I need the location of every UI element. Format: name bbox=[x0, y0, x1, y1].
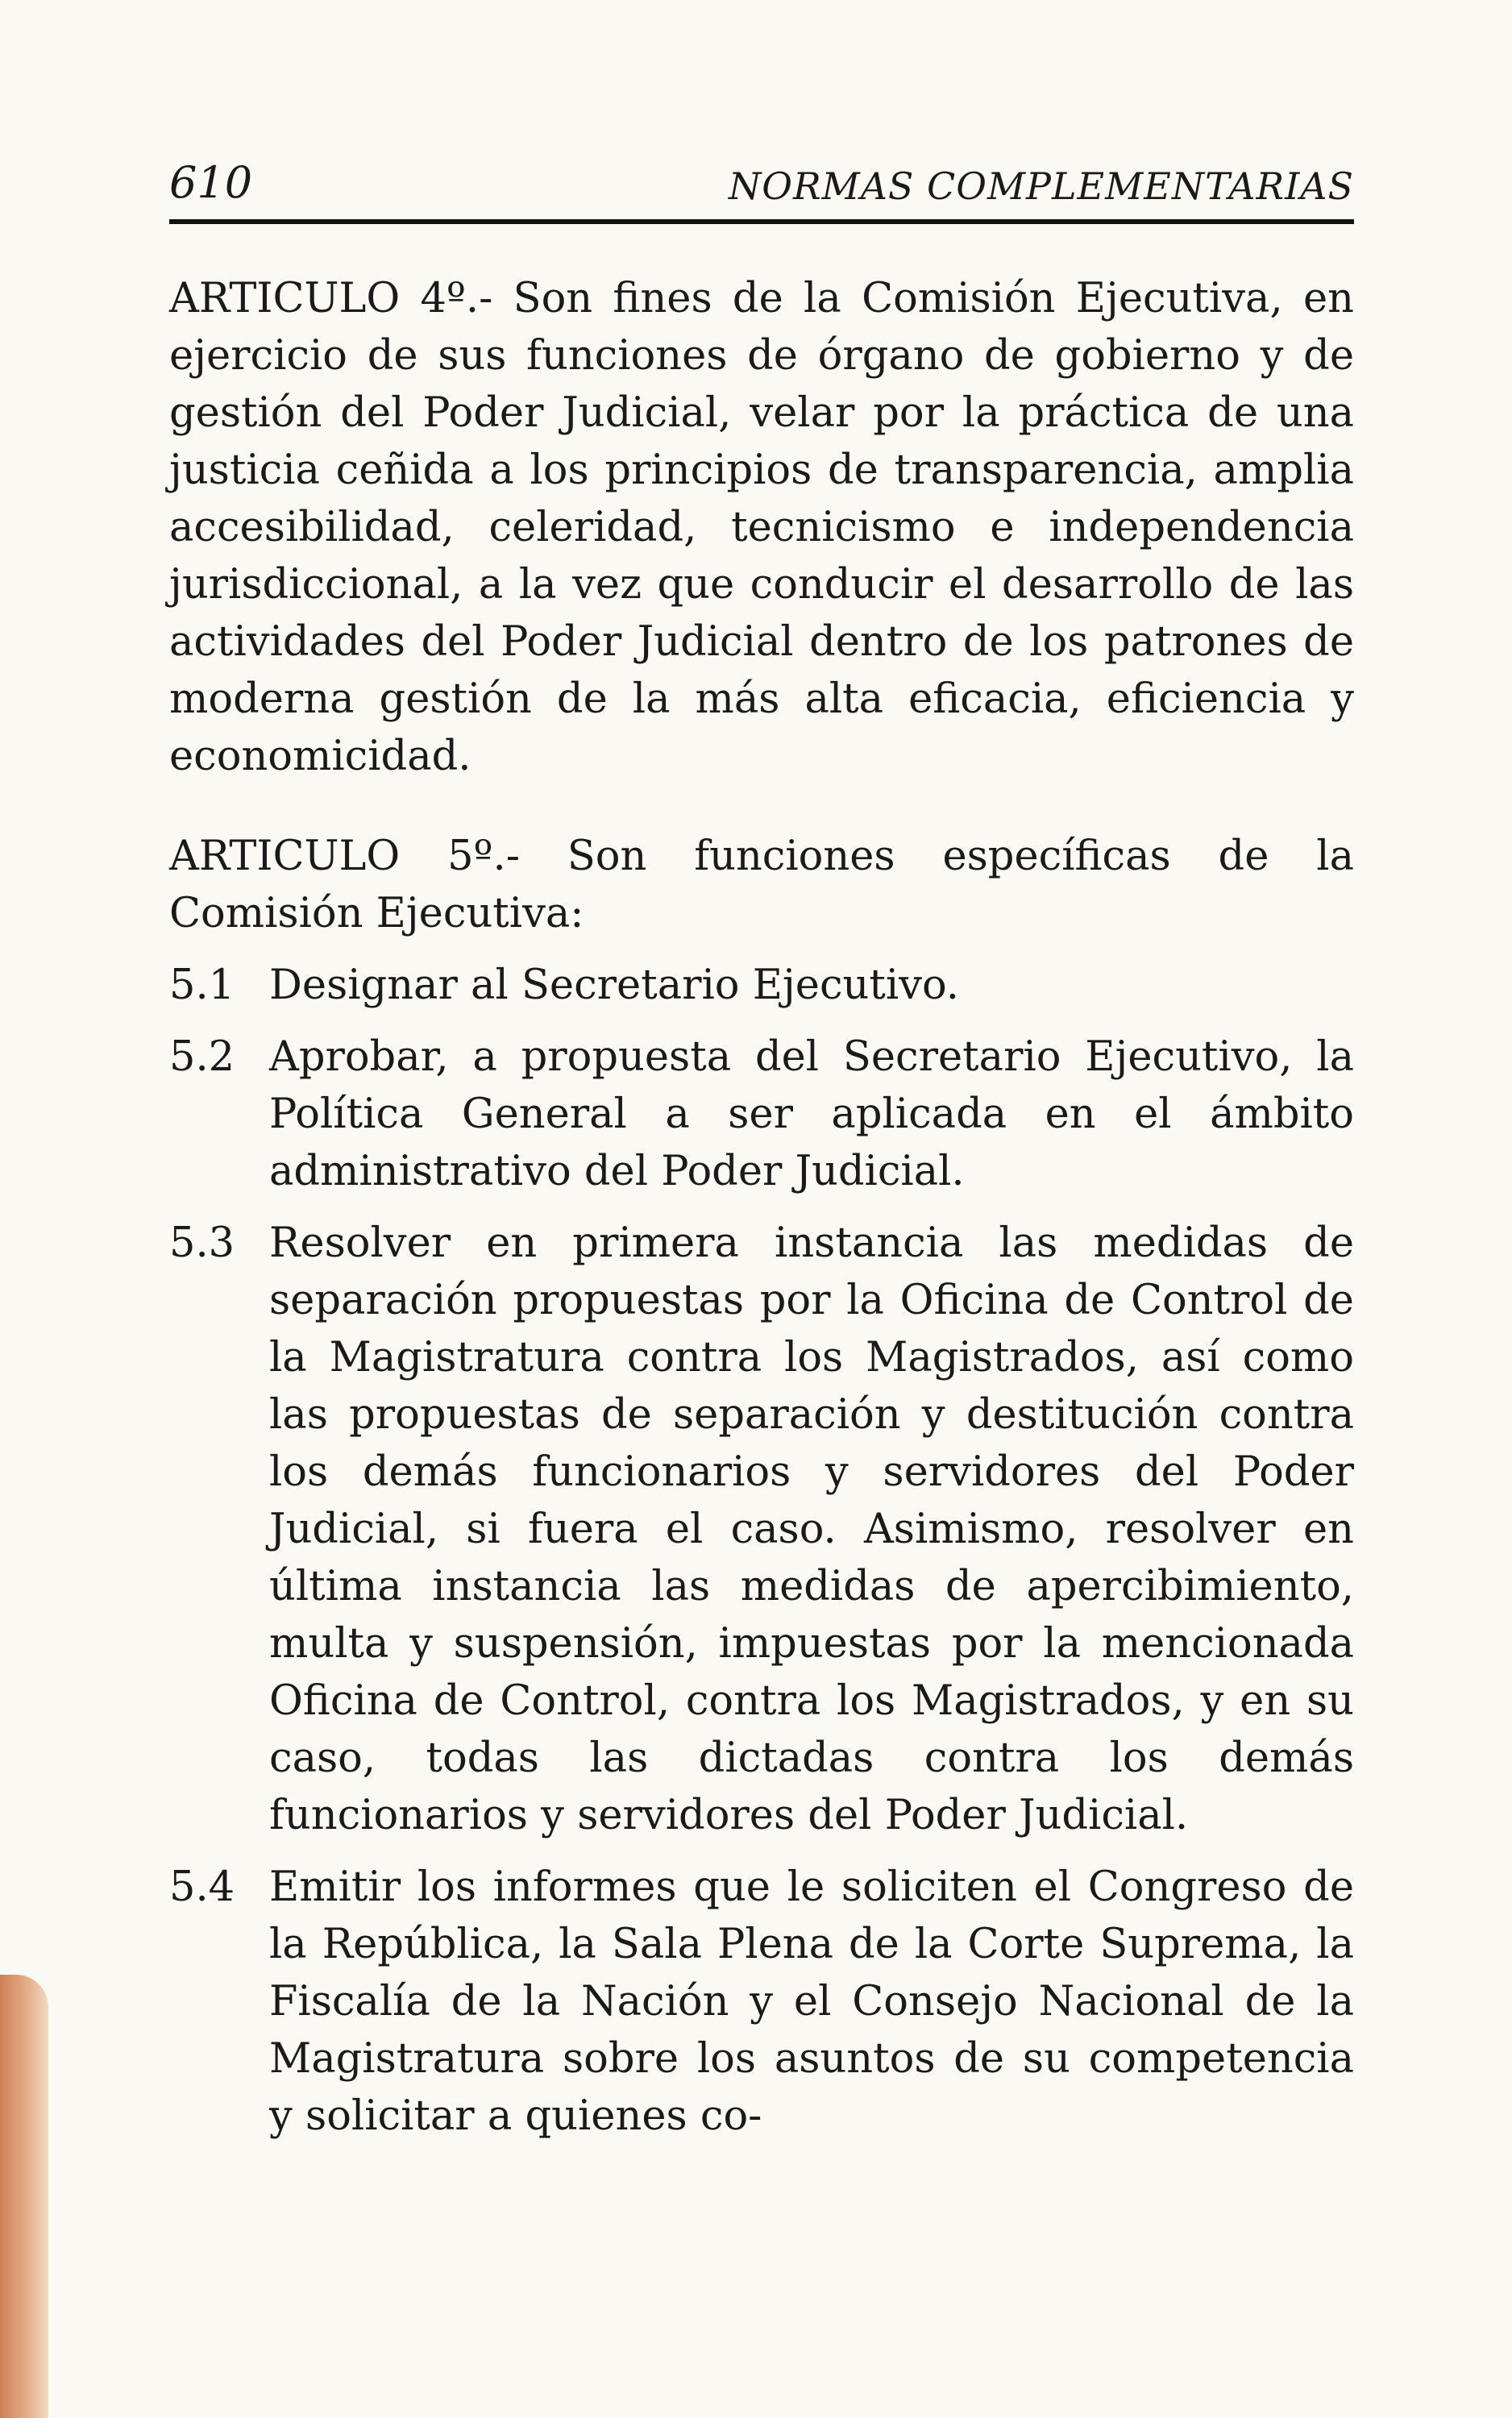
list-item bbox=[169, 1859, 1354, 2145]
page-header bbox=[169, 157, 1354, 208]
article-4-heading: ARTICULO 4º.- bbox=[169, 275, 493, 322]
thumb-shadow bbox=[0, 1975, 48, 2418]
item-number: 5.1 bbox=[169, 962, 235, 1009]
page-number: 610 bbox=[169, 157, 253, 208]
article-5-heading: ARTICULO 5º.- bbox=[169, 833, 520, 880]
item-text: Resolver en primera instancia las medidas de separación propuestas por la Oficina de Control de la Magistratura contra los Magistrados, así como las propuestas de separación y destitución contra los demás funcionarios y servidores del Poder Judicial, si fuera el caso. Asimismo, resolver en última instancia las medidas de apercibimiento, multa y suspensión, impuestas por la mencionada Oficina de Control, contra los Magistrados, y en su caso, todas las dictadas contra los demás funcionarios y servidores del Poder Judicial. bbox=[269, 1219, 1354, 1839]
list-item bbox=[169, 957, 1354, 1014]
item-number: 5.2 bbox=[169, 1033, 235, 1081]
list-item bbox=[169, 1028, 1354, 1200]
header-rule bbox=[169, 219, 1354, 224]
item-text: Emitir los informes que le soliciten el Congreso de la República, la Sala Plena de la Corte Suprema, la Fiscalía de la Nación y el Consejo Nacional de la Magistratura sobre los asuntos de su competencia y solicitar a quienes co- bbox=[269, 1863, 1354, 2140]
item-number: 5.3 bbox=[169, 1219, 235, 1267]
running-title: NORMAS COMPLEMENTARIAS bbox=[729, 164, 1354, 208]
article-5-text: Son funciones específicas de la Comisión Ejecutiva: bbox=[169, 833, 1354, 937]
page-body bbox=[169, 270, 1354, 2159]
item-text: Aprobar, a propuesta del Secretario Ejecutivo, la Política General a ser aplicada en el ámbito administrativo del Poder Judicial. bbox=[269, 1033, 1354, 1195]
list-item bbox=[169, 1215, 1354, 1844]
article-4 bbox=[169, 270, 1354, 785]
item-number: 5.4 bbox=[169, 1863, 235, 1911]
article-5 bbox=[169, 828, 1354, 942]
item-text: Designar al Secretario Ejecutivo. bbox=[269, 962, 959, 1009]
article-4-text: Son fines de la Comisión Ejecutiva, en ejercicio de sus funciones de órgano de gobierno y de gestión del Poder Judicial, velar por la práctica de una justicia ceñida a los principios de transparencia, amplia accesibilidad, celeridad, tecnicismo e independencia jurisdiccional, a la vez que conducir el desarrollo de las actividades del Poder Judicial dentro de los patrones de moderna gestión de la más alta eficacia, eficiencia y economicidad. bbox=[169, 275, 1354, 780]
